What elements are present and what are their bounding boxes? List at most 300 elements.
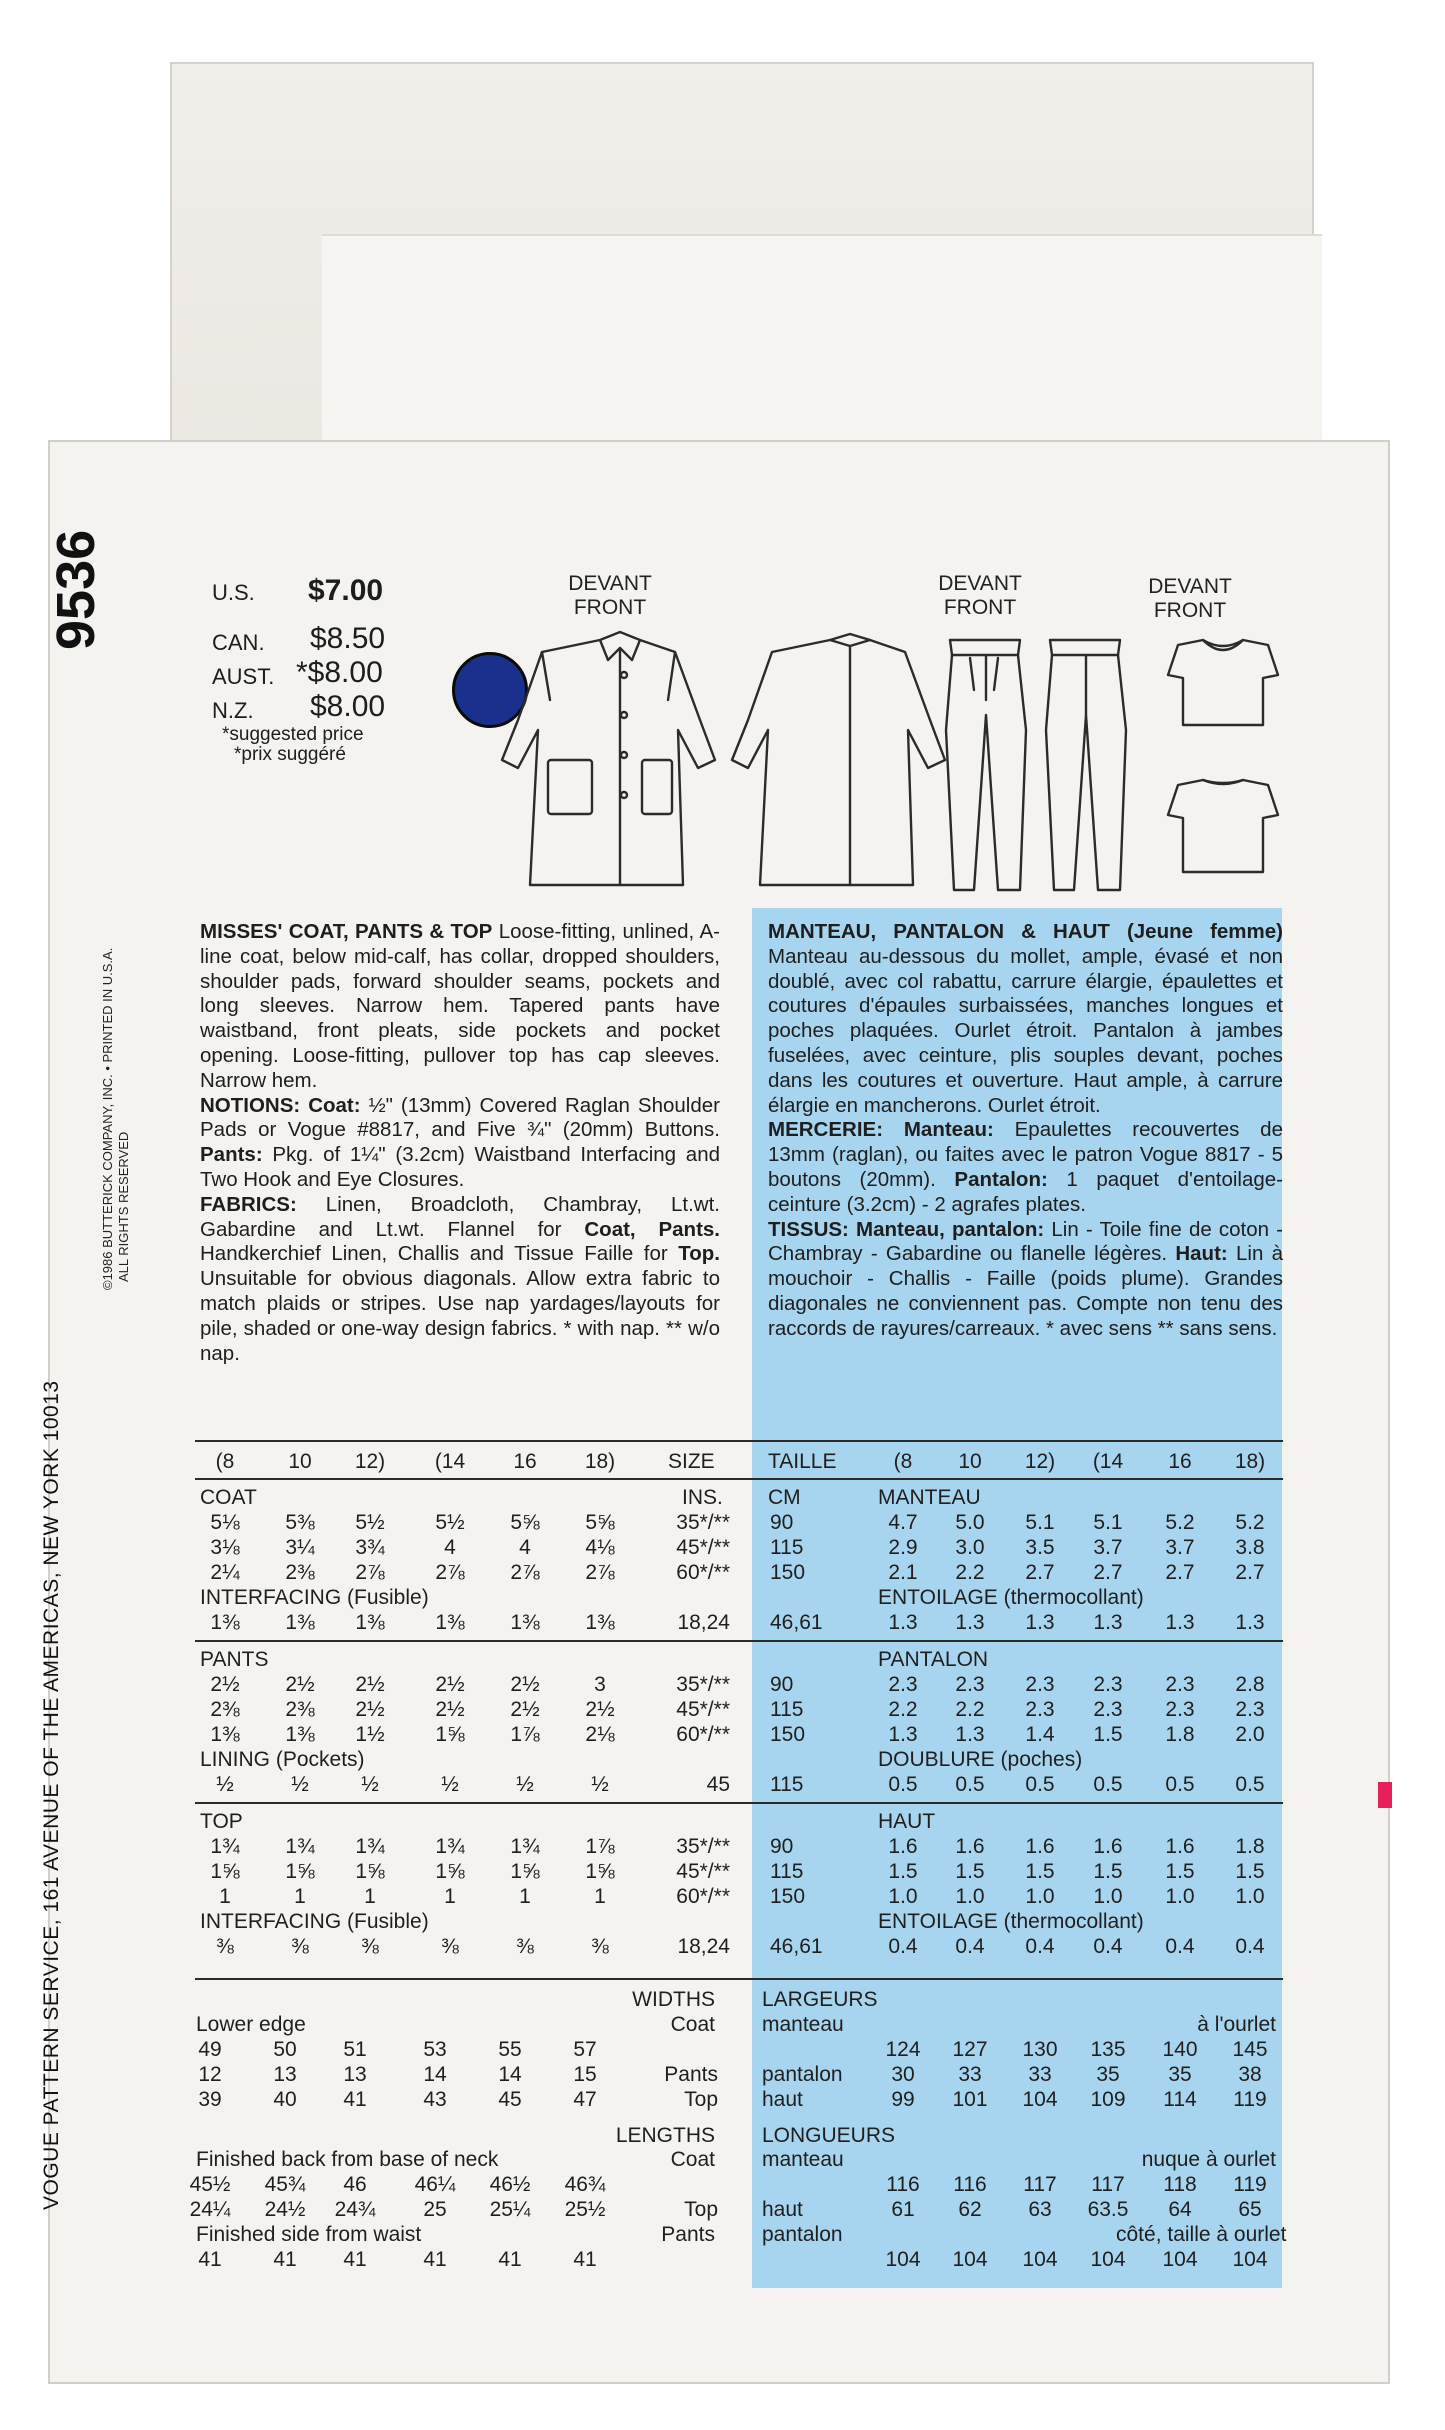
unit-ins: INS.	[682, 1486, 723, 1509]
finished-back-label: Finished back from base of neck	[196, 2148, 499, 2171]
metrage-value: 3.7	[1165, 1536, 1195, 1559]
yardage-value: 1¾	[435, 1835, 465, 1858]
metrage-value: 2.7	[1093, 1561, 1123, 1584]
metrage-value: 5.1	[1025, 1511, 1055, 1534]
metrage-value: 0.4	[1093, 1935, 1123, 1958]
metrage-value: 5.2	[1165, 1511, 1195, 1534]
metrage-value: 0.5	[1093, 1773, 1123, 1796]
fabric-width-in: 45*/**	[676, 1536, 730, 1559]
metrage-value: 2.0	[1235, 1723, 1265, 1746]
length-value-fr: 116	[886, 2173, 920, 2196]
publisher-address: VOGUE PATTERN SERVICE, 161 AVENUE OF THE AMERICAS, NEW YORK 10013	[40, 1380, 63, 2210]
fabric-width-in: 60*/**	[676, 1561, 730, 1584]
yardage-value: 2½	[355, 1673, 385, 1696]
metrage-value: 0.5	[1235, 1773, 1265, 1796]
pattern-number: 9536	[46, 529, 106, 650]
yardage-value: 1	[519, 1885, 531, 1908]
yardage-value: 3¾	[355, 1536, 385, 1559]
metrage-value: 1.0	[1093, 1885, 1123, 1908]
width-value-fr: 130	[1022, 2038, 1058, 2061]
price-value: $7.00	[308, 574, 384, 607]
length-value-fr: 64	[1168, 2198, 1192, 2221]
width-value-fr: 114	[1163, 2088, 1197, 2111]
price-value: $8.50	[310, 622, 386, 655]
length-row-label: Coat	[670, 2148, 715, 2171]
length-value-fr: 119	[1233, 2173, 1267, 2196]
yardage-value: 1⅝	[210, 1860, 240, 1883]
width-value-fr: 101	[952, 2088, 988, 2111]
length-value: 25	[423, 2198, 447, 2221]
length-row-label-fr: pantalon	[762, 2223, 843, 2246]
mercerie-pantalon-label: Pantalon:	[954, 1167, 1048, 1191]
yardage-value: 1⅜	[355, 1611, 385, 1634]
fabric-width-in: 35*/**	[676, 1511, 730, 1534]
taille-header: 18)	[1234, 1450, 1266, 1473]
length-value-fr: 104	[885, 2248, 921, 2271]
yardage-value: 1⅞	[585, 1835, 615, 1858]
view-label-fr: DEVANT	[1148, 575, 1232, 598]
length-value-fr: 116	[953, 2173, 987, 2196]
width-value: 43	[423, 2088, 447, 2111]
width-value: 55	[498, 2038, 522, 2061]
yardage-value: 1⅜	[285, 1723, 315, 1746]
fabric-width-in: 35*/**	[676, 1673, 730, 1696]
section-label-en: COAT	[200, 1486, 257, 1509]
length-value: 41	[343, 2248, 367, 2271]
metrage-value: 1.6	[1093, 1835, 1123, 1858]
yardage-value: 2½	[510, 1673, 540, 1696]
tissus-label: TISSUS:	[768, 1217, 849, 1241]
width-row-label-fr: pantalon	[762, 2063, 843, 2086]
longueurs-title: LONGUEURS	[762, 2124, 896, 2147]
description-title: MISSES' COAT, PANTS & TOP	[200, 920, 493, 943]
lower-edge-label: Lower edge	[196, 2013, 306, 2036]
section-label-en: INTERFACING (Fusible)	[200, 1910, 429, 1933]
metrage-value: 3.5	[1025, 1536, 1055, 1559]
length-value: 41	[423, 2248, 447, 2271]
size-header: 16	[513, 1450, 537, 1473]
width-row-label: Pants	[664, 2063, 718, 2086]
length-value-fr: 104	[1022, 2248, 1058, 2271]
yardage-value: 2⅜	[285, 1698, 315, 1721]
tissus-manteau-label: Manteau, pantalon:	[856, 1217, 1045, 1241]
price-label: CAN.	[212, 630, 265, 655]
yardage-value: 1⅜	[285, 1611, 315, 1634]
yardage-value: 2⅞	[510, 1561, 540, 1584]
metrage-value: 2.3	[1093, 1673, 1123, 1696]
yardage-value: ⅜	[441, 1935, 459, 1958]
metrage-value: 1.0	[1165, 1885, 1195, 1908]
width-value: 13	[343, 2063, 367, 2086]
metrage-value: 2.2	[955, 1698, 985, 1721]
envelope-flap	[170, 62, 1314, 454]
view-label-top	[1140, 575, 1240, 623]
width-value: 15	[573, 2063, 597, 2086]
size-header: 10	[288, 1450, 312, 1473]
fabrics-top: Top.	[678, 1242, 720, 1266]
width-row-label: Coat	[670, 2013, 715, 2036]
width-row-label-fr: manteau	[762, 2013, 844, 2036]
width-value-fr: 140	[1162, 2038, 1198, 2061]
yardage-value: 5⅝	[585, 1511, 615, 1534]
yardage-value: 2⅞	[435, 1561, 465, 1584]
taille-header: (8	[893, 1450, 913, 1473]
yardage-value: 1⅜	[210, 1723, 240, 1746]
yardage-value: 2⅛	[585, 1723, 615, 1746]
metrage-value: 0.5	[1165, 1773, 1195, 1796]
metrage-value: 2.9	[888, 1536, 918, 1559]
top-front-illustration	[1168, 640, 1278, 725]
yardage-value: 2¼	[210, 1561, 240, 1584]
yardage-value: 1	[219, 1885, 231, 1908]
price-value: $8.00	[310, 690, 386, 723]
width-value-fr: 135	[1090, 2038, 1126, 2061]
length-value: 46	[343, 2173, 367, 2196]
nuque-label: nuque à ourlet	[1141, 2148, 1276, 2171]
width-value-fr: 30	[891, 2063, 915, 2086]
width-value-fr: 145	[1232, 2038, 1268, 2061]
section-label-en: INTERFACING (Fusible)	[200, 1586, 429, 1609]
mercerie-manteau-label: Manteau:	[903, 1118, 994, 1142]
length-value: 25¼	[489, 2198, 531, 2221]
taille-header: 10	[958, 1450, 982, 1473]
description-fr-body: Manteau au-dessous du mollet, ample, évasé et non doublé, avec col rabattu, carrure élargie, épaulettes et coutures d'épaules surbaissées, manches longues et poches plaquées. Ourlet étroit. Pantalon à jambes fuselées, avec ceinture, plis souples devant, poches dans les coutures et ouverture. Haut ample, à carrure élargie en mancherons. Ourlet étroit.	[768, 944, 1283, 1117]
yardage-value: 1⅜	[210, 1611, 240, 1634]
length-row-label: Pants	[661, 2223, 715, 2246]
coat-back-illustration	[732, 634, 945, 885]
pants-front-illustration	[946, 640, 1026, 890]
length-value: 24½	[264, 2198, 306, 2221]
widths-title: WIDTHS	[632, 1988, 715, 2011]
table-top-rule	[195, 1440, 1283, 1442]
taille-header: 12)	[1024, 1450, 1056, 1473]
yardage-value: ½	[291, 1773, 309, 1796]
metrage-value: 1.3	[888, 1723, 918, 1746]
size-header: (14	[434, 1450, 466, 1473]
yardage-value: 5⅛	[210, 1511, 240, 1534]
unit-cm: CM	[768, 1486, 801, 1509]
yardage-value: 1⅝	[435, 1860, 465, 1883]
length-value: 46½	[489, 2173, 531, 2196]
yardage-value: 1¾	[510, 1835, 540, 1858]
metrage-value: 2.7	[1235, 1561, 1265, 1584]
length-value-fr: 65	[1238, 2198, 1262, 2221]
mercerie-manteau: Epaulettes recouvertes de 13mm (raglan), ou faites avec le patron Vogue 8817 - 5 boutons (20mm).	[768, 1118, 1283, 1191]
length-value: 46¼	[414, 2173, 456, 2196]
width-value-fr: 33	[1028, 2063, 1052, 2086]
yardage-value: 1¾	[355, 1835, 385, 1858]
width-value: 47	[573, 2088, 597, 2111]
metrage-value: 2.7	[1025, 1561, 1055, 1584]
yardage-value: 1	[594, 1885, 606, 1908]
mercerie-label: MERCERIE:	[768, 1118, 884, 1142]
metrage-value: 0.5	[955, 1773, 985, 1796]
metrage-value: 1.6	[1165, 1835, 1195, 1858]
notions-coat: ½" (13mm) Covered Raglan Shoulder Pads or Vogue #8817, and Five ¾" (20mm) Buttons.	[200, 1093, 720, 1142]
metrage-value: 0.4	[955, 1935, 985, 1958]
width-value: 45	[498, 2088, 522, 2111]
metrage-value: 5.0	[955, 1511, 985, 1534]
length-value-fr: 117	[1091, 2173, 1125, 2196]
yardage-value: 2½	[210, 1673, 240, 1696]
view-label-fr: DEVANT	[568, 572, 652, 595]
metrage-value: 0.4	[1165, 1935, 1195, 1958]
view-label-en: FRONT	[573, 596, 647, 619]
yardage-value: 1⅞	[510, 1723, 540, 1746]
yardage-value: 2½	[585, 1698, 615, 1721]
section-label-en: LINING (Pockets)	[200, 1748, 365, 1771]
metrage-value: 1.3	[955, 1611, 985, 1634]
width-value: 14	[498, 2063, 522, 2086]
metrage-value: 4.7	[888, 1511, 918, 1534]
fabrics-text: Unsuitable for obvious diagonals. Allow extra fabric to match plaids or stripes. Use nap yardages/layouts for pile, shaded or one-way design fabrics. * with nap. ** w/o nap.	[200, 1267, 720, 1365]
metrage-value: 5.2	[1235, 1511, 1265, 1534]
yardage-value: 1⅜	[510, 1611, 540, 1634]
yardage-value: 2½	[510, 1698, 540, 1721]
metrage-value: 2.3	[955, 1673, 985, 1696]
top-back-illustration	[1168, 780, 1278, 872]
length-value-fr: 61	[891, 2198, 915, 2221]
fabrics-coat-pants: Coat, Pants.	[584, 1217, 720, 1241]
yardage-value: 1	[294, 1885, 306, 1908]
fabric-width-cm: 46,61	[770, 1935, 823, 1958]
length-value-fr: 63.5	[1087, 2198, 1129, 2221]
tissus-haut: Lin à mouchoir - Challis - Faille (poids plume). Grandes diagonales ne conviennent pas. Compte non tenu des raccords de rayures/carreaux. * avec sens ** sans sens.	[768, 1242, 1284, 1340]
width-value-fr: 124	[885, 2038, 921, 2061]
yardage-value: 2½	[435, 1673, 465, 1696]
mercerie-pantalon: 1 paquet d'entoilage-ceinture (3.2cm) - 2 agrafes plates.	[768, 1167, 1283, 1216]
yardage-value: ½	[591, 1773, 609, 1796]
metrage-value: 0.4	[1235, 1935, 1265, 1958]
yardage-value: 1⅝	[285, 1860, 315, 1883]
pink-tab-marker	[1378, 1782, 1392, 1808]
width-value-fr: 109	[1090, 2088, 1126, 2111]
metrage-value: 1.8	[1235, 1835, 1265, 1858]
fabric-width-in: 18,24	[677, 1935, 730, 1958]
table-divider	[195, 1978, 1283, 1980]
length-value-fr: 62	[958, 2198, 982, 2221]
width-value-fr: 127	[952, 2038, 988, 2061]
yardage-value: 1¾	[285, 1835, 315, 1858]
width-row-label-fr: haut	[762, 2088, 803, 2111]
fabric-width-cm: 90	[770, 1673, 794, 1696]
yardage-value: 3¼	[285, 1536, 315, 1559]
yardage-value: 4	[444, 1536, 456, 1559]
table-divider	[195, 1802, 1283, 1804]
metrage-value: 1.4	[1025, 1723, 1055, 1746]
price-label: AUST.	[212, 664, 275, 689]
taille-label: TAILLE	[768, 1450, 837, 1473]
width-value-fr: 38	[1238, 2063, 1262, 2086]
length-value: 45½	[189, 2173, 231, 2196]
metrage-value: 2.3	[1025, 1673, 1055, 1696]
metrage-value: 1.0	[955, 1885, 985, 1908]
fabrics-text: Handkerchief Linen, Challis and Tissue Faille for	[200, 1242, 668, 1266]
metrage-value: 1.3	[888, 1611, 918, 1634]
section-label-fr: PANTALON	[878, 1648, 989, 1671]
length-row-label-fr: haut	[762, 2198, 803, 2221]
fabric-width-cm: 115	[770, 1773, 804, 1796]
yardage-value: 1⅜	[585, 1611, 615, 1634]
metrage-value: 2.1	[888, 1561, 918, 1584]
tissus-haut-label: Haut:	[1175, 1242, 1228, 1266]
price-note	[222, 725, 364, 765]
description-english	[200, 920, 720, 1366]
price-label: U.S.	[212, 580, 255, 605]
view-label-en: FRONT	[1153, 599, 1227, 622]
yardage-value: 3⅛	[210, 1536, 240, 1559]
metrage-value: 1.0	[888, 1885, 918, 1908]
view-label-pants	[930, 572, 1030, 620]
metrage-value: 3.8	[1235, 1536, 1265, 1559]
metrage-value: 1.3	[1025, 1611, 1055, 1634]
width-value: 57	[573, 2038, 597, 2061]
length-value: 41	[198, 2248, 222, 2271]
length-value-fr: 118	[1163, 2173, 1197, 2196]
description-fr-title-suffix: (Jeune femme)	[1126, 920, 1283, 943]
width-value-fr: 119	[1233, 2088, 1267, 2111]
metrage-value: 2.3	[1093, 1698, 1123, 1721]
metrage-value: 3.0	[955, 1536, 985, 1559]
tissus-manteau: Lin - Toile fine de coton - Chambray - Gabardine ou flanelle légères.	[768, 1217, 1283, 1266]
fabric-width-in: 45*/**	[676, 1860, 730, 1883]
fabric-width-cm: 90	[770, 1511, 794, 1534]
yardage-value: ⅜	[591, 1935, 609, 1958]
fabrics-label: FABRICS:	[200, 1192, 297, 1216]
copyright-line: ©1986 BUTTERICK COMPANY, INC. • PRINTED IN U.S.A.	[100, 947, 115, 1290]
fabrics-text: Linen, Broadcloth, Chambray, Lt.wt. Gabardine and Lt.wt. Flannel for	[200, 1192, 720, 1241]
yardage-value: ½	[516, 1773, 534, 1796]
yardage-value: 4⅛	[585, 1536, 615, 1559]
fabric-width-in: 18,24	[677, 1611, 730, 1634]
finished-side-label: Finished side from waist	[196, 2223, 422, 2246]
metrage-value: 0.4	[1025, 1935, 1055, 1958]
yardage-value: 5½	[435, 1511, 465, 1534]
metrage-value: 1.0	[1025, 1885, 1055, 1908]
fabric-width-cm: 150	[770, 1723, 806, 1746]
fabric-width-cm: 150	[770, 1885, 806, 1908]
metrage-value: 2.2	[955, 1561, 985, 1584]
metrage-value: 2.3	[1235, 1698, 1265, 1721]
length-value: 24¾	[334, 2198, 376, 2221]
notions-coat-label: Coat:	[308, 1093, 361, 1117]
length-value-fr: 63	[1028, 2198, 1052, 2221]
width-value-fr: 33	[958, 2063, 982, 2086]
fabric-width-cm: 115	[770, 1536, 804, 1559]
yardage-value: 2⅞	[355, 1561, 385, 1584]
length-value-fr: 104	[952, 2248, 988, 2271]
metrage-value: 0.4	[888, 1935, 918, 1958]
view-label-fr: DEVANT	[938, 572, 1022, 595]
description-body: Loose-fitting, unlined, A-line coat, below mid-calf, has collar, dropped shoulders, shoulder pads, forward shoulder seams, pockets and long sleeves. Narrow hem. Tapered pants have waistband, front pleats, side pockets and pocket opening. Loose-fitting, pullover top has cap sleeves. Narrow hem.	[200, 920, 720, 1092]
metrage-value: 3.7	[1093, 1536, 1123, 1559]
size-header: (8	[215, 1450, 235, 1473]
fabric-width-in: 35*/**	[676, 1835, 730, 1858]
length-value: 41	[573, 2248, 597, 2271]
length-value-fr: 104	[1162, 2248, 1198, 2271]
yardage-value: 3	[594, 1673, 606, 1696]
metrage-value: 1.3	[955, 1723, 985, 1746]
length-value: 46¾	[564, 2173, 606, 2196]
section-label-fr: ENTOILAGE (thermocollant)	[878, 1910, 1144, 1933]
copyright-line: ALL RIGHTS RESERVED	[116, 1131, 131, 1282]
metrage-value: 1.6	[1025, 1835, 1055, 1858]
fabric-width-in: 45	[706, 1773, 730, 1796]
fabric-width-cm: 150	[770, 1561, 806, 1584]
yardage-value: 2½	[285, 1673, 315, 1696]
metrage-value: 0.5	[888, 1773, 918, 1796]
width-value-fr: 104	[1022, 2088, 1058, 2111]
metrage-value: 2.3	[888, 1673, 918, 1696]
metrage-value: 1.5	[1165, 1860, 1195, 1883]
fabric-width-in: 45*/**	[676, 1698, 730, 1721]
metrage-value: 1.0	[1235, 1885, 1265, 1908]
width-value: 12	[198, 2063, 222, 2086]
metrage-value: 1.5	[1093, 1723, 1123, 1746]
section-label-en: PANTS	[200, 1648, 269, 1671]
fabric-width-cm: 90	[770, 1835, 794, 1858]
description-fr-title: MANTEAU, PANTALON & HAUT	[768, 920, 1110, 943]
price-note-fr: *prix suggéré	[234, 744, 346, 765]
metrage-value: 2.8	[1235, 1673, 1265, 1696]
metrage-value: 1.5	[1025, 1860, 1055, 1883]
metrage-value: 2.3	[1165, 1673, 1195, 1696]
fabric-width-cm: 115	[770, 1860, 804, 1883]
section-label-en: TOP	[200, 1810, 243, 1833]
coat-front-illustration	[502, 632, 715, 885]
view-label-coat	[560, 572, 660, 620]
size-header: 18)	[584, 1450, 616, 1473]
copyright-notice	[100, 830, 132, 1290]
width-value: 39	[198, 2088, 222, 2111]
yardage-value: 2⅞	[585, 1561, 615, 1584]
fabric-width-in: 60*/**	[676, 1723, 730, 1746]
largeurs-title: LARGEURS	[762, 1988, 878, 2011]
yardage-value: 1⅝	[585, 1860, 615, 1883]
yardage-value: ⅜	[216, 1935, 234, 1958]
metrage-value: 2.3	[1165, 1698, 1195, 1721]
yardage-value: 1⅝	[435, 1723, 465, 1746]
metrage-value: 5.1	[1093, 1511, 1123, 1534]
garment-illustrations	[500, 620, 1300, 900]
yardage-value: 5⅝	[510, 1511, 540, 1534]
width-value: 40	[273, 2088, 297, 2111]
width-value: 53	[423, 2038, 447, 2061]
section-label-fr: ENTOILAGE (thermocollant)	[878, 1586, 1144, 1609]
yardage-value: 2½	[355, 1698, 385, 1721]
metrage-value: 1.5	[888, 1860, 918, 1883]
metrage-value: 2.7	[1165, 1561, 1195, 1584]
length-value: 25½	[564, 2198, 606, 2221]
metrage-value: 1.3	[1093, 1611, 1123, 1634]
fabric-width-cm: 46,61	[770, 1611, 823, 1634]
metrage-value: 1.6	[888, 1835, 918, 1858]
metrage-value: 2.3	[1025, 1698, 1055, 1721]
metrage-value: 0.5	[1025, 1773, 1055, 1796]
notions-pants: Pkg. of 1¼" (3.2cm) Waistband Interfacing and Two Hook and Eye Closures.	[200, 1143, 720, 1191]
width-value: 41	[343, 2088, 367, 2111]
yardage-value: 2⅜	[210, 1698, 240, 1721]
cote-label: côté, taille à ourlet	[1116, 2223, 1287, 2246]
length-row-label-fr: manteau	[762, 2148, 844, 2171]
price-value: *$8.00	[296, 656, 383, 689]
length-value-fr: 117	[1023, 2173, 1057, 2196]
metrage-value: 1.5	[1093, 1860, 1123, 1883]
width-value-fr: 99	[891, 2088, 915, 2111]
yardage-value: 1	[364, 1885, 376, 1908]
length-value: 45¾	[264, 2173, 306, 2196]
metrage-value: 1.5	[1235, 1860, 1265, 1883]
